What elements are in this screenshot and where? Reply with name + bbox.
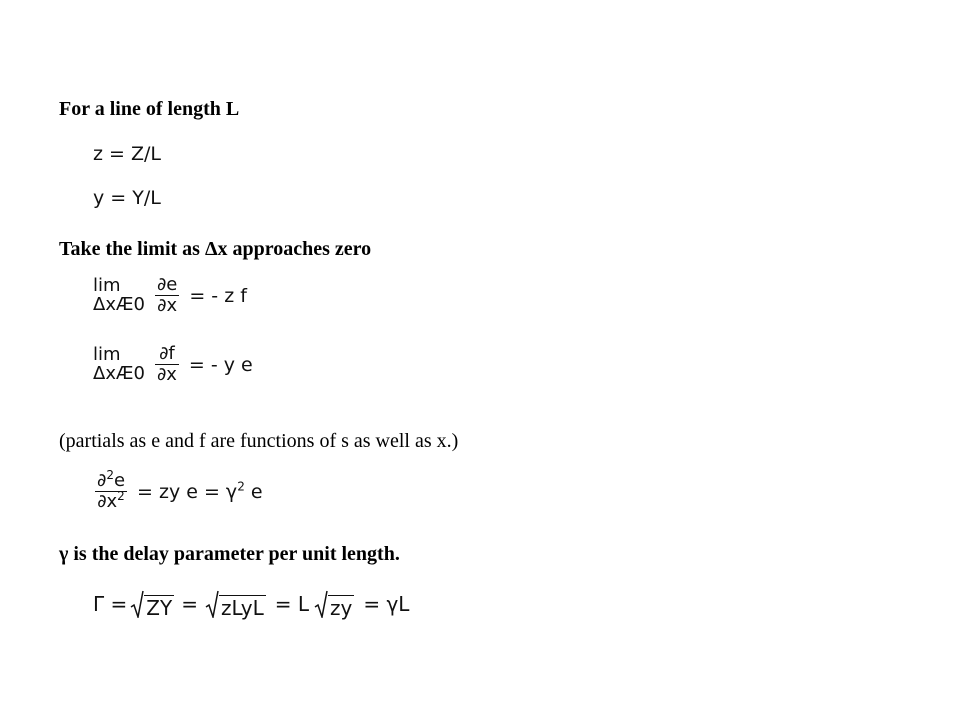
partial-fraction <box>155 276 179 315</box>
limit-instruction: Take the limit as Δx approaches zero <box>59 238 372 260</box>
sqrt-zy-lower <box>314 590 354 618</box>
radical-sign-icon <box>130 590 144 618</box>
equals-l: = L <box>274 592 310 616</box>
limit-operator <box>93 274 145 315</box>
radical-sign-icon <box>205 590 219 618</box>
partials-note: (partials as e and f are functions of s as well as x.) <box>59 430 459 452</box>
equals-sign: = <box>181 592 198 616</box>
fraction-denominator: $\partial x^2$ <box>97 489 125 512</box>
gamma-lhs: Γ = <box>93 592 128 616</box>
equation-y: y = Y/L <box>93 187 161 209</box>
equation-rhs: = - y e <box>188 353 253 376</box>
equation-z: z = Z/L <box>93 143 161 165</box>
lim-label: lim <box>93 343 121 365</box>
radicand: ZY <box>146 596 173 620</box>
gamma-equation <box>93 590 409 618</box>
fraction-numerator: ∂$^2$e <box>97 468 126 491</box>
heading-line-length: For a line of length L <box>59 98 240 120</box>
limit-equation-f <box>93 345 253 384</box>
fraction-denominator: ∂x <box>156 364 177 385</box>
limit-operator <box>93 343 145 384</box>
radicand: zy <box>330 596 353 620</box>
radicand: zLyL <box>220 596 264 620</box>
second-partial-fraction <box>95 468 127 512</box>
equation-rhs: = zy $e = \gamma^2$ e <box>137 479 263 503</box>
sqrt-zlyl <box>205 590 266 618</box>
radical-sign-icon <box>314 590 328 618</box>
gamma-l: = γL <box>363 592 410 616</box>
lim-label: lim <box>93 274 121 296</box>
fraction-numerator: ∂f <box>159 343 175 364</box>
equation-rhs: = - z f <box>189 284 247 307</box>
sqrt-zy <box>130 590 174 618</box>
fraction-denominator: ∂x <box>157 295 178 316</box>
lim-subscript: ΔxÆ0 <box>93 293 145 315</box>
fraction-numerator: ∂e <box>156 274 178 295</box>
second-derivative-equation <box>95 468 263 512</box>
partial-fraction <box>155 345 179 384</box>
lim-subscript: ΔxÆ0 <box>93 362 145 384</box>
gamma-description: γ is the delay parameter per unit length. <box>59 543 400 565</box>
limit-equation-e <box>93 276 247 315</box>
